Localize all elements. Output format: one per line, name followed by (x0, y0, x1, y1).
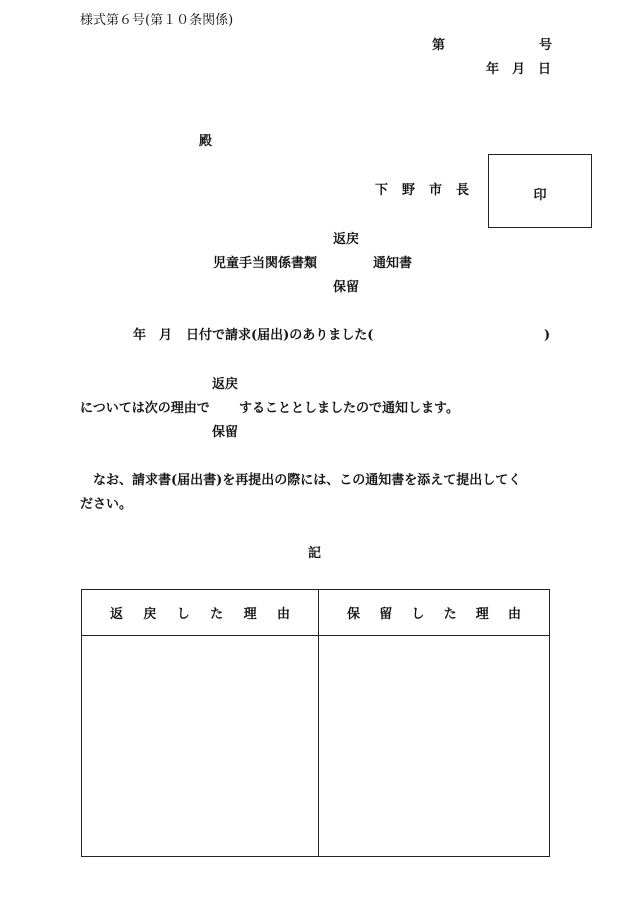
number-prefix: 第 (432, 38, 446, 53)
hold-header-char: 保 (347, 607, 361, 622)
hold-header-char: し (411, 607, 425, 622)
sender-char-4: 長 (456, 183, 470, 198)
title-option-hold: 保留 (333, 280, 360, 295)
title-option-return: 返戻 (333, 232, 360, 247)
form-label: 様式第６号(第１０条関係) (80, 13, 234, 28)
return-header-char: 返 (110, 607, 124, 622)
seal-mark: 印 (533, 188, 547, 203)
body-option-hold: 保留 (212, 425, 239, 440)
ki-heading: 記 (308, 546, 322, 561)
body-line1-text: 日付で請求(届出)のありました( (186, 328, 374, 343)
number-suffix: 号 (539, 38, 553, 53)
return-reason-cell (82, 636, 319, 857)
return-header-char: 理 (243, 607, 257, 622)
hold-reason-cell (319, 636, 550, 857)
return-header-char: し (176, 607, 190, 622)
note-line-2: ださい。 (80, 497, 133, 512)
addressee-honorific: 殿 (199, 134, 213, 149)
return-header-char: 戻 (143, 607, 157, 622)
reasons-table (81, 589, 550, 857)
title-subject: 児童手当関係書類 (213, 256, 318, 271)
body-line2-end: することとしましたので通知します。 (239, 401, 459, 416)
sender-char-3: 市 (429, 183, 443, 198)
seal-box (488, 154, 592, 228)
sender-char-1: 下 (375, 183, 389, 198)
hold-header-char: 由 (507, 607, 521, 622)
body-month: 月 (159, 328, 173, 343)
hold-header-char: 留 (379, 607, 393, 622)
date-year: 年 (486, 62, 500, 77)
hold-header-char: 理 (475, 607, 489, 622)
date-day: 日 (538, 62, 552, 77)
body-line1-close: ) (544, 328, 551, 343)
sender-char-2: 野 (402, 183, 416, 198)
note-line-1: なお、請求書(届出書)を再提出の際には、この通知書を添えて提出してく (93, 473, 522, 488)
body-year: 年 (133, 328, 147, 343)
date-month: 月 (512, 62, 526, 77)
hold-header-char: た (443, 607, 457, 622)
return-reason-header (82, 590, 319, 636)
return-header-char: 由 (276, 607, 290, 622)
return-header-char: た (210, 607, 224, 622)
body-line2-start: については次の理由で (80, 401, 210, 416)
hold-reason-header (319, 590, 550, 636)
title-suffix: 通知書 (373, 256, 413, 271)
body-option-return: 返戻 (212, 377, 239, 392)
